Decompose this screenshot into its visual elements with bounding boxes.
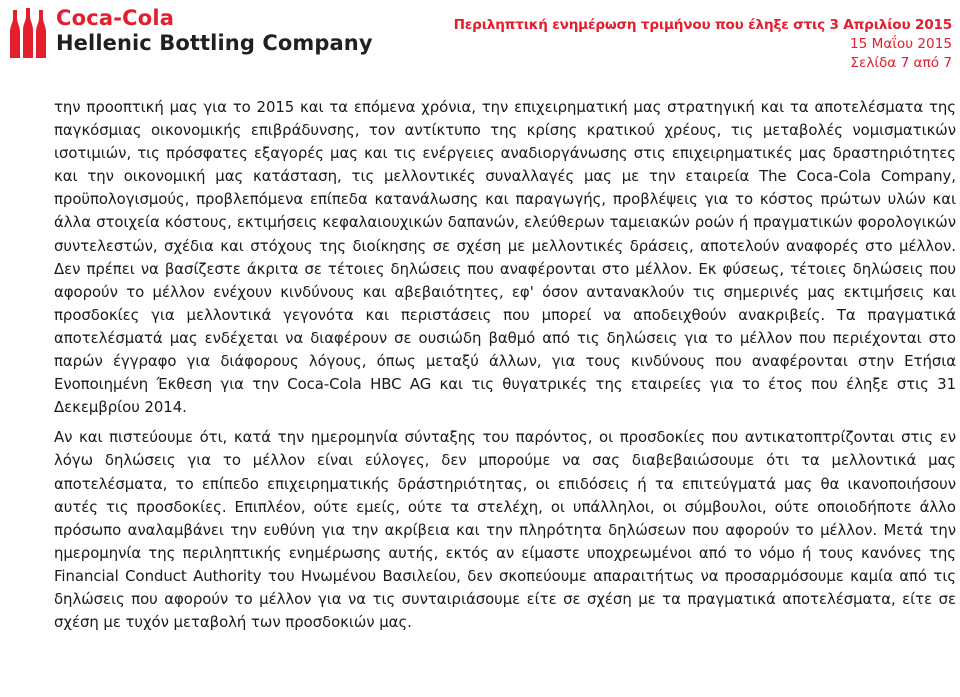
page-header — [0, 0, 960, 80]
report-date: 15 Μαΐου 2015 — [849, 36, 952, 52]
paragraph-forward-looking-statements: την προοπτική μας για το 2015 και τα επόμενα χρόνια, την επιχειρηματική μας στρατηγική και τα αποτελέσματα της παγκόσμιας οικονομικής επιβράδυνσης, τον αντίκτυπο της κρίσης κρατικού χρέους, τις μεταβολές νομισματικών ισοτιμιών, τις πρόσφατες εξαγορές μας και τις ενέργειες αναδιοργάνωσης στις επιχειρηματικές μας δραστηριότητες και την οικονομική μας κατάσταση, τις μελλοντικές συναλλαγές μας με την εταιρεία The Coca-Cola Company, προϋπολογισμούς, προβλεπόμενα επίπεδα κατανάλωσης και παραγωγής, προβλέψεις για το κόστος πρώτων υλών και άλλα στοιχεία κόστους, εκτιμήσεις κεφαλαιουχικών δαπανών, ελεύθερων ταμειακών ροών ή πραγματικών φορολογικών συντελεστών, σχέδια και στόχους της διοίκησης σε σχέση με μελλοντικές δράσεις, αποτελούν αναφορές στο μέλλον. Δεν πρέπει να βασίζεστε άκριτα σε τέτοιες δηλώσεις που αναφέρονται στο μέλλον. Εκ φύσεως, τέτοιες δηλώσεις που αφορούν το μέλλον ενέχουν κινδύνους και αβεβαιότητες, εφ' όσον αντανακλούν τις σημερινές μας εκτιμήσεις και προσδοκίες για μελλοντικά γεγονότα και περιστάσεις που μπορεί να αποδειχθούν ανακριβείς. Τα πραγματικά αποτελέσματά μας ενδέχεται να διαφέρουν σε ουσιώδη βαθμό από τις δηλώσεις για το μέλλον που περιέχονται στο παρών έγγραφο για διάφορους λόγους, όπως μεταξύ άλλων, για τους κινδύνους που αναφέρονται στην Ετήσια Ενοποιημένη Έκθεση για την Coca-Cola HBC AG και τις θυγατρικές της εταιρείες για το έτος που έληξε στις 31 Δεκεμβρίου 2014. — [54, 98, 956, 417]
header-meta — [454, 17, 952, 71]
coca-cola-bottles-icon — [4, 6, 52, 60]
brand-name-coca-cola: Coca-Cola — [56, 6, 175, 30]
document-body — [54, 96, 956, 634]
report-title: Περιληπτική ενημέρωση τριμήνου που έληξε στις 3 Απριλίου 2015 — [453, 17, 952, 33]
brand-logo — [56, 8, 373, 54]
page-number: Σελίδα 7 από 7 — [850, 55, 952, 71]
paragraph-disclaimer: Αν και πιστεύουμε ότι, κατά την ημερομηνία σύνταξης του παρόντος, οι προσδοκίες που αντικατοπτρίζονται στις εν λόγω δηλώσεις για το μέλλον είναι εύλογες, δεν μπορούμε να σας διαβεβαιώσουμε ότι τα μελλοντικά μας αποτελέσματα, το επίπεδο επιχειρηματικής δράστηριότητας, οι επιδόσεις ή τα επιτεύγματά μας θα ικανοποιήσουν αυτές τις προσδοκίες. Επιπλέον, ούτε εμείς, ούτε τα στελέχη, οι υπάλληλοι, οι σύμβουλοι, ούτε οποιοδήποτε άλλο πρόσωπο αναλαμβάνει την ευθύνη για την ακρίβεια και την πληρότητα δηλώσεων που αφορούν το μέλλον. Μετά την ημερομηνία της περιληπτικής ενημέρωσης αυτής, εκτός αν είμαστε υποχρεωμένοι από το νόμο ή τους κανόνες της Financial Conduct Authority του Ηνωμένου Βασιλείου, δεν σκοπεύουμε απαραιτήτως να προσαρμόσουμε καμία από τις δηλώσεις που αφορούν το μέλλον για να τις συνταιριάσουμε είτε σε σχέση με τα πραγματικά αποτελέσματα, είτε σε σχέση με τυχόν μεταβολή των προσδοκιών μας. — [54, 428, 956, 632]
brand-name-hbc: Hellenic Bottling Company — [56, 31, 373, 55]
